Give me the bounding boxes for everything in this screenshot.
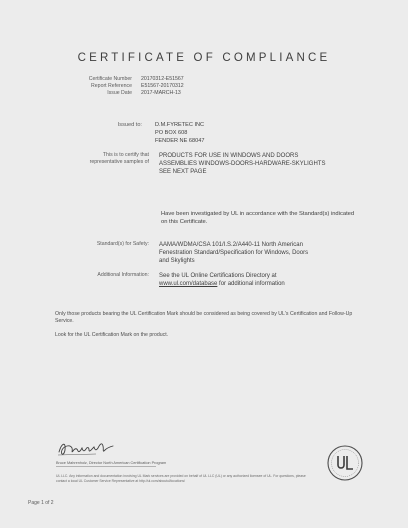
fine-print: UL LLC. Any information and documentation involving UL Mark services are provided on behalf of UL LLC (UL) or any authorized licensee of UL. For questions, please contact a local UL Customer Service Representative at http://ul.com/aboutul/locations/	[56, 474, 306, 483]
additional-info-label: Additional Information:	[97, 272, 149, 278]
products-line: SEE NEXT PAGE	[159, 169, 207, 175]
footnote-look-for-mark: Look for the UL Certification Mark on the product.	[55, 332, 169, 338]
issued-to-line: FENDER NE 68047	[155, 138, 205, 144]
meta-label: Issue Date	[107, 90, 132, 96]
meta-label: Report Reference	[91, 83, 132, 89]
additional-info-line2	[159, 280, 369, 288]
issued-to-line: PO BOX 608	[155, 130, 188, 136]
additional-info-text	[159, 272, 369, 288]
signature-divider	[56, 466, 156, 467]
standards-line: Fenestration Standard/Specification for Windows, Doors	[159, 250, 309, 256]
ul-database-link[interactable]: www.ul.com/database	[159, 281, 218, 287]
meta-value: 20170312-E51567	[141, 76, 184, 82]
products-label	[50, 152, 159, 176]
certificate-meta	[66, 76, 366, 97]
products-label-line: representative samples of	[89, 159, 149, 165]
signature-image	[56, 438, 116, 460]
additional-info-line: See the UL Online Certifications Directory at	[159, 273, 277, 279]
footnote-coverage: Only those products bearing the UL Certification Mark should be considered as being covered by UL's Certification and Follow-Up Service.	[55, 311, 353, 324]
additional-info-rest: for additional information	[217, 281, 285, 287]
meta-row-report-reference	[66, 83, 366, 90]
standards-line: and Skylights	[159, 258, 195, 264]
issued-to-label: Issued to:	[117, 122, 142, 128]
standards-label: Standard(s) for Safety:	[96, 241, 149, 247]
products-description	[159, 152, 369, 176]
meta-value: E51567-20170312	[141, 83, 184, 89]
products-line: PRODUCTS FOR USE IN WINDOWS AND DOORS	[159, 153, 299, 159]
standards-line: AAMA/WDMA/CSA 101/I.S.2/A440-11 North American	[159, 242, 303, 248]
investigated-statement: Have been investigated by UL in accordance with the Standard(s) indicated on this Certificate.	[161, 211, 355, 225]
issued-to-block	[90, 121, 370, 145]
certificate-title: CERTIFICATE OF COMPLIANCE	[77, 52, 331, 64]
issued-to-address	[155, 121, 204, 145]
additional-info-block	[50, 272, 370, 288]
meta-value: 2017-MARCH-13	[141, 90, 181, 96]
page-number: Page 1 of 2	[28, 500, 54, 506]
products-line: ASSEMBLIES WINDOWS-DOORS-HARDWARE-SKYLIGHTS	[159, 161, 326, 167]
standards-block	[50, 241, 370, 265]
ul-certification-logo	[326, 444, 364, 482]
products-block	[50, 152, 370, 176]
signature-caption: Bruce Mahrenholz, Director North American Certification Program	[56, 461, 167, 465]
meta-row-certificate-number	[66, 76, 366, 83]
issued-to-line: D.M.FYRETEC INC	[155, 122, 205, 128]
products-label-line: This is to certify that	[102, 152, 149, 158]
standards-description	[159, 241, 369, 265]
meta-row-issue-date	[66, 90, 366, 97]
meta-label: Certificate Number	[88, 76, 132, 82]
